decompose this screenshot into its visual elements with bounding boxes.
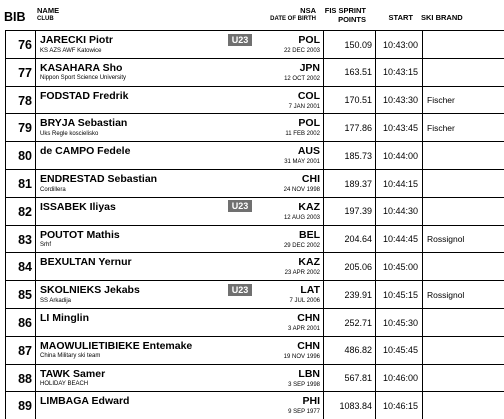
club-name: China Military ski team (40, 353, 101, 360)
fis-cell (323, 114, 375, 141)
start-time: 10:44:00 (382, 150, 418, 161)
ski-brand: Fischer (427, 95, 455, 106)
fis-points: 150.09 (344, 39, 372, 50)
bib-cell (6, 365, 35, 392)
fis-cell (323, 365, 375, 392)
athlete-name: ISSABEK Iliyas (40, 200, 116, 213)
nation-code: KAZ (298, 256, 320, 269)
ski-cell (422, 226, 504, 253)
nation-code: BEL (299, 228, 320, 241)
fis-points: 239.91 (344, 289, 372, 300)
date-of-birth: 12 OCT 2002 (284, 75, 320, 82)
bib-cell (6, 281, 35, 308)
fis-points: 252.71 (344, 317, 372, 328)
fis-points: 189.37 (344, 178, 372, 189)
start-time: 10:44:45 (382, 234, 418, 245)
fis-points: 204.64 (344, 234, 372, 245)
start-cell (375, 337, 422, 364)
athlete-name: KASAHARA Sho (40, 61, 123, 74)
ski-cell (422, 337, 504, 364)
start-cell (375, 31, 422, 58)
ski-cell (422, 253, 504, 280)
bib-cell (6, 114, 35, 141)
start-cell (375, 59, 422, 86)
ski-cell (422, 281, 504, 308)
header-nsa: NSA (300, 6, 316, 15)
start-time: 10:44:15 (382, 178, 418, 189)
nation-code: CHI (301, 173, 320, 185)
start-time: 10:43:45 (382, 122, 418, 133)
start-time: 10:44:30 (382, 206, 418, 217)
table-header (0, 0, 504, 30)
fis-cell (323, 253, 375, 280)
fis-points: 185.73 (344, 150, 372, 161)
name-cell (35, 114, 323, 141)
club-name: Srhf (40, 242, 52, 249)
start-time: 10:43:00 (382, 39, 418, 50)
ski-cell (422, 198, 504, 225)
start-time: 10:45:30 (382, 317, 418, 328)
date-of-birth: 29 DEC 2002 (283, 242, 320, 249)
bib-number: 77 (18, 65, 32, 80)
date-of-birth: 24 NOV 1998 (283, 187, 320, 193)
bib-number: 82 (18, 204, 32, 219)
start-cell (375, 309, 422, 336)
start-cell (375, 198, 422, 225)
u23-badge: U23 (228, 284, 252, 296)
club-name: SS Arkadija (40, 297, 72, 304)
header-ski-brand: SKI BRAND (421, 13, 463, 22)
fis-cell (323, 337, 375, 364)
header-points: POINTS (338, 15, 366, 24)
fis-points: 163.51 (344, 67, 372, 78)
table-row (6, 113, 504, 141)
bib-cell (6, 226, 35, 253)
start-time: 10:45:45 (382, 345, 418, 356)
bib-cell (6, 198, 35, 225)
bib-cell (6, 309, 35, 336)
bib-number: 85 (18, 288, 32, 303)
bib-number: 76 (18, 38, 32, 52)
start-cell (375, 114, 422, 141)
name-cell (35, 392, 323, 419)
bib-number: 81 (18, 177, 32, 191)
ski-cell (422, 59, 504, 86)
table-row (6, 30, 504, 58)
start-cell (375, 142, 422, 169)
nation-code: LBN (298, 367, 320, 380)
club-name: Cordillera (40, 186, 66, 193)
table-row (6, 280, 504, 308)
fis-points: 197.39 (344, 206, 372, 217)
fis-cell (323, 31, 375, 58)
table-row (6, 252, 504, 280)
bib-number: 88 (18, 371, 32, 386)
table-row (6, 141, 504, 169)
fis-points: 170.51 (344, 95, 372, 106)
athlete-name: LI Minglin (40, 312, 89, 324)
header-start: START (388, 13, 413, 22)
table-row (6, 58, 504, 86)
ski-cell (422, 87, 504, 114)
athlete-name: POUTOT Mathis (40, 228, 120, 241)
nation-code: LAT (300, 284, 320, 297)
bib-cell (6, 392, 35, 419)
start-cell (375, 87, 422, 114)
date-of-birth: 11 FEB 2002 (285, 131, 320, 138)
date-of-birth: 19 NOV 1996 (283, 353, 320, 360)
fis-points: 1083.84 (339, 400, 372, 411)
name-cell (35, 170, 323, 197)
start-cell (375, 253, 422, 280)
table-row (6, 86, 504, 114)
table-row (6, 308, 504, 336)
fis-points: 177.86 (344, 122, 372, 133)
header-date-of-birth: DATE OF BIRTH (270, 16, 316, 22)
ski-brand: Rossignol (427, 289, 465, 300)
bib-cell (6, 253, 35, 280)
bib-number: 83 (18, 232, 32, 247)
start-cell (375, 281, 422, 308)
header-name: NAME (37, 6, 60, 15)
bib-cell (6, 170, 35, 197)
date-of-birth: 12 AUG 2003 (283, 214, 320, 221)
ski-brand: Fischer (427, 122, 455, 133)
date-of-birth: 3 APR 2001 (287, 326, 320, 332)
athlete-name: FODSTAD Fredrik (40, 89, 129, 102)
nation-code: PHI (302, 395, 320, 408)
name-cell (35, 142, 323, 169)
fis-cell (323, 226, 375, 253)
club-name: Uks Regle koscielisko (40, 130, 99, 137)
fis-cell (323, 59, 375, 86)
bib-cell (6, 87, 35, 114)
date-of-birth: 7 JUL 2006 (289, 298, 320, 305)
start-cell (375, 170, 422, 197)
u23-badge: U23 (228, 200, 252, 212)
nation-code: CHN (297, 312, 320, 324)
ski-cell (422, 170, 504, 197)
start-list-table (5, 30, 504, 419)
table-row (6, 225, 504, 253)
name-cell (35, 226, 323, 253)
name-cell (35, 198, 323, 225)
start-time: 10:43:15 (382, 67, 418, 78)
name-cell (35, 253, 323, 280)
athlete-name: de CAMPO Fedele (40, 145, 131, 158)
fis-cell (323, 142, 375, 169)
name-cell (35, 59, 323, 86)
ski-cell (422, 114, 504, 141)
start-time: 10:46:00 (382, 373, 418, 384)
bib-number: 84 (18, 260, 32, 275)
bib-cell (6, 142, 35, 169)
name-cell (35, 281, 323, 308)
athlete-name: JARECKI Piotr (40, 34, 113, 46)
start-time: 10:43:30 (382, 95, 418, 106)
name-cell (35, 309, 323, 336)
ski-cell (422, 31, 504, 58)
ski-brand: Rossignol (427, 234, 465, 245)
bib-number: 86 (18, 316, 32, 330)
bib-number: 79 (18, 121, 32, 136)
nation-code: AUS (297, 145, 320, 158)
fis-points: 205.06 (344, 261, 372, 272)
date-of-birth: 23 APR 2002 (284, 270, 320, 277)
athlete-name: BEXULTAN Yernur (40, 256, 132, 269)
date-of-birth: 22 DEC 2003 (283, 48, 320, 54)
nation-code: POL (298, 34, 320, 46)
name-cell (35, 31, 323, 58)
bib-number: 87 (18, 343, 32, 358)
bib-number: 80 (18, 149, 32, 164)
header-bib: BIB (4, 10, 26, 24)
nation-code: COL (297, 89, 320, 102)
ski-cell (422, 309, 504, 336)
date-of-birth: 7 JAN 2001 (288, 103, 320, 110)
fis-cell (323, 281, 375, 308)
bib-cell (6, 59, 35, 86)
athlete-name: TAWK Samer (40, 367, 106, 380)
start-cell (375, 365, 422, 392)
nation-code: POL (298, 117, 320, 130)
date-of-birth: 9 SEP 1977 (288, 409, 320, 416)
bib-number: 78 (18, 93, 32, 108)
bib-cell (6, 31, 35, 58)
fis-cell (323, 309, 375, 336)
u23-badge: U23 (228, 34, 252, 46)
ski-cell (422, 365, 504, 392)
table-row (6, 336, 504, 364)
nation-code: KAZ (298, 200, 320, 213)
header-club: CLUB (37, 16, 54, 22)
athlete-name: MAOWULIETIBIEKE Entemake (40, 339, 193, 352)
start-cell (375, 392, 422, 419)
name-cell (35, 365, 323, 392)
start-time: 10:45:15 (382, 289, 418, 300)
nation-code: JPN (299, 61, 320, 74)
date-of-birth: 31 MAY 2001 (284, 159, 320, 166)
start-time: 10:46:15 (382, 400, 418, 411)
date-of-birth: 3 SEP 1998 (288, 381, 320, 388)
start-time: 10:45:00 (382, 261, 418, 272)
bib-cell (6, 337, 35, 364)
table-row (6, 364, 504, 392)
table-row (6, 197, 504, 225)
ski-cell (422, 142, 504, 169)
club-name: Nippon Sport Science University (40, 75, 127, 82)
bib-number: 89 (18, 399, 32, 414)
name-cell (35, 337, 323, 364)
fis-cell (323, 392, 375, 419)
table-row (6, 169, 504, 197)
fis-cell (323, 87, 375, 114)
fis-points: 567.81 (344, 373, 372, 384)
athlete-name: BRYJA Sebastian (40, 117, 128, 130)
club-name: KS AZS AWF Katowice (40, 47, 102, 54)
table-row (6, 391, 504, 419)
nation-code: CHN (297, 339, 320, 352)
club-name: HOLIDAY BEACH (40, 381, 89, 388)
fis-cell (323, 170, 375, 197)
athlete-name: LIMBAGA Edward (40, 395, 130, 408)
ski-cell (422, 392, 504, 419)
athlete-name: ENDRESTAD Sebastian (40, 173, 158, 185)
start-cell (375, 226, 422, 253)
fis-cell (323, 198, 375, 225)
athlete-name: SKOLNIEKS Jekabs (40, 284, 140, 297)
header-fis-sprint: FIS SPRINT (324, 6, 366, 15)
name-cell (35, 87, 323, 114)
fis-points: 486.82 (344, 345, 372, 356)
